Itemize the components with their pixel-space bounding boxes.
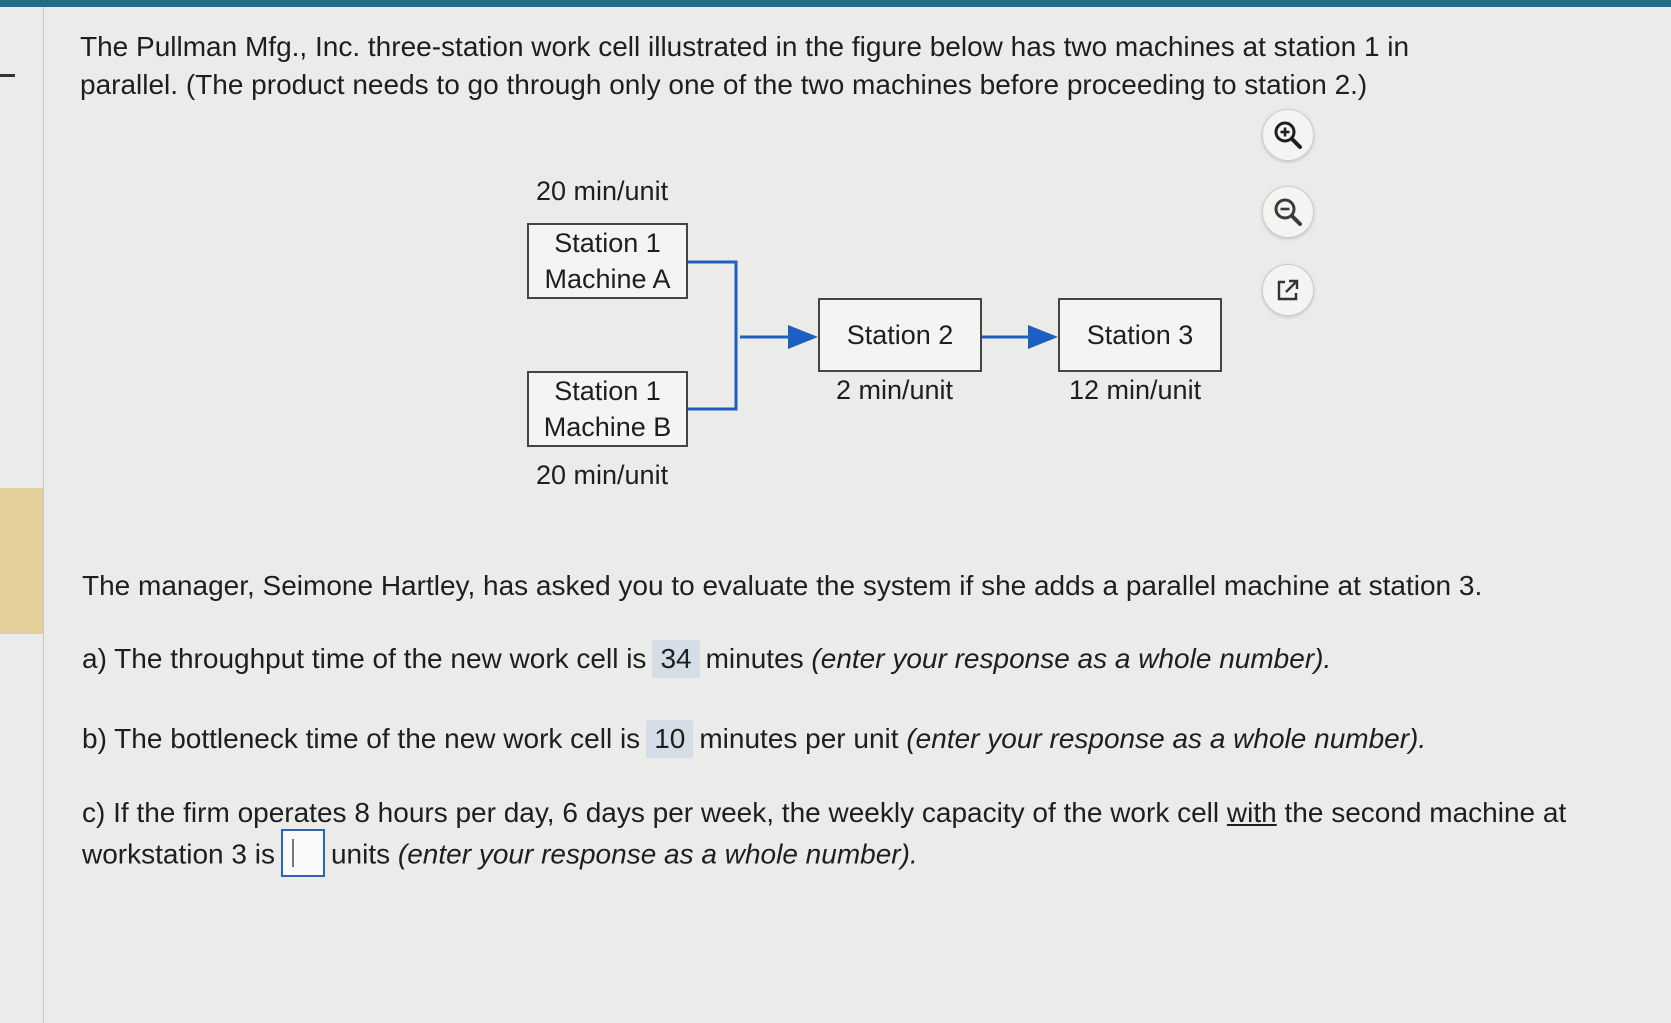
arrowhead-station2 [788, 325, 818, 349]
machine-b-rate: 20 min/unit [536, 460, 669, 490]
question-c-line2-prefix: workstation 3 is [82, 838, 275, 870]
answer-a-field[interactable]: 34 [652, 640, 699, 678]
question-a-instruction: (enter your response as a whole number). [811, 643, 1332, 674]
question-c-line1-post: the second machine at [1284, 797, 1567, 828]
machine-a-rate: 20 min/unit [536, 176, 669, 206]
station2-rate: 2 min/unit [836, 375, 954, 405]
station3-label: Station 3 [1086, 320, 1194, 350]
question-c-with: with [1226, 797, 1277, 828]
question-c-unit: units [330, 838, 391, 870]
question-b-instruction: (enter your response as a whole number). [906, 723, 1427, 754]
question-a-prefix: a) The throughput time of the new work cell is [82, 643, 647, 674]
question-b-prefix: b) The bottleneck time of the new work cell is [82, 723, 641, 754]
machine-a-line1: Station 1 [554, 228, 661, 258]
arrowhead-station3 [1028, 325, 1058, 349]
intro-line-2: parallel. (The product needs to go through only one of the two machines before proceeding to station 2.) [80, 69, 1368, 100]
answer-b-field[interactable]: 10 [646, 720, 693, 758]
manager-statement: The manager, Seimone Hartley, has asked you to evaluate the system if she adds a parallel machine at station 3. [82, 570, 1483, 601]
question-b-unit: minutes per unit [699, 723, 899, 754]
machine-b-line1: Station 1 [554, 376, 661, 406]
question-a [82, 640, 1331, 678]
question-c-line1-pre: c) If the firm operates 8 hours per day, 6 days per week, the weekly capacity of the work cell [82, 797, 1220, 828]
machine-a-line2: Machine A [544, 264, 671, 294]
intro-line-1: The Pullman Mfg., Inc. three-station work cell illustrated in the figure below has two machines at station 1 in [80, 31, 1410, 62]
station2-label: Station 2 [846, 320, 954, 350]
question-c [82, 794, 1566, 880]
question-a-unit: minutes [705, 643, 804, 674]
question-b [82, 720, 1426, 758]
merge-bracket [688, 262, 736, 409]
question-c-instruction: (enter your response as a whole number). [397, 838, 918, 870]
machine-b-line2: Machine B [543, 412, 672, 442]
station3-rate: 12 min/unit [1069, 375, 1202, 405]
answer-c-input[interactable] [281, 829, 325, 877]
